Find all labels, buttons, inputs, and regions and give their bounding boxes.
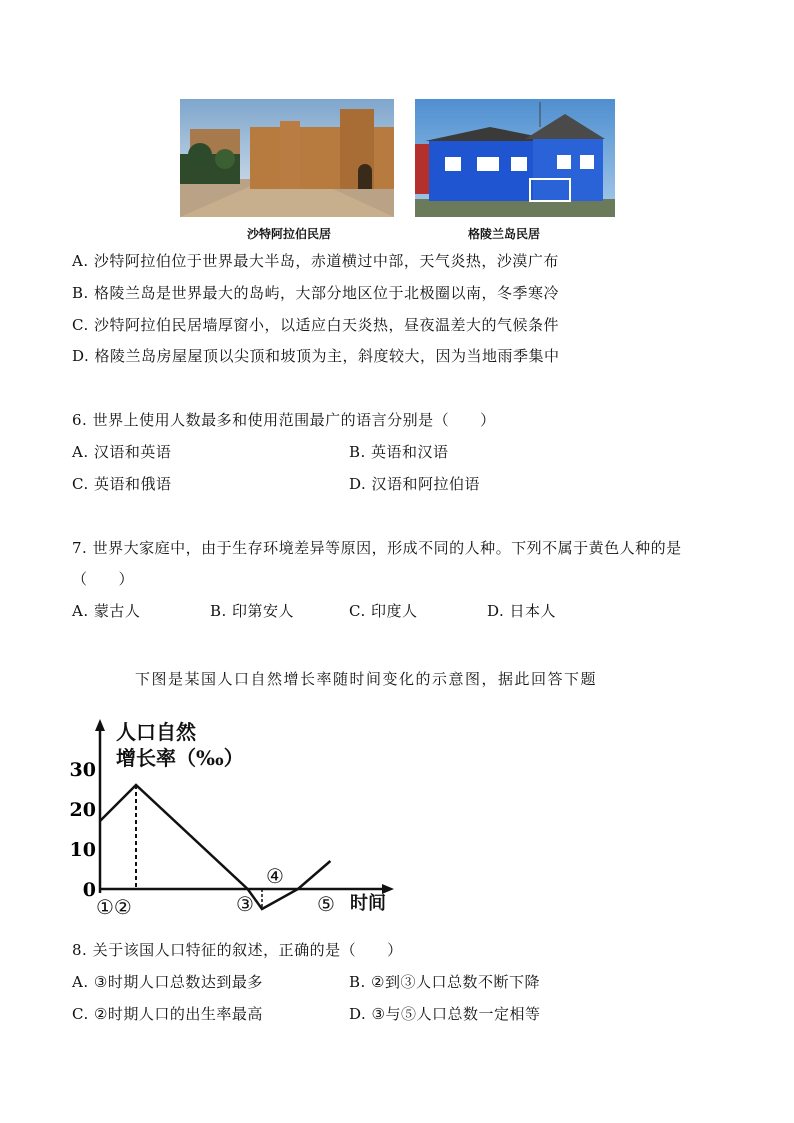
- y-axis-arrow: [95, 719, 105, 731]
- q8-stem: 8. 关于该国人口特征的叙述，正确的是（ ）: [72, 941, 403, 959]
- y-axis-label-line1: 人口自然: [116, 720, 196, 744]
- q7-option-c: C. 印度人: [349, 602, 418, 620]
- q8-option-c: C. ②时期人口的出生率最高: [72, 1005, 263, 1023]
- y-tick-label: 20: [70, 799, 96, 821]
- q7-option-b: B. 印第安人: [210, 602, 295, 620]
- q5-option-d: D. 格陵兰岛房屋屋顶以尖顶和坡顶为主，斜度较大，因为当地雨季集中: [72, 347, 560, 365]
- saudi-dwelling-photo: [180, 99, 394, 217]
- growth-rate-line: [100, 785, 330, 909]
- q7-option-a: A. 蒙古人: [72, 602, 141, 620]
- y-tick-label: 30: [70, 759, 96, 781]
- x-axis-label: 时间: [350, 893, 386, 914]
- q8-option-d: D. ③与⑤人口总数一定相等: [349, 1005, 541, 1023]
- q5-option-b: B. 格陵兰岛是世界最大的岛屿，大部分地区位于北极圈以南，冬季寒冷: [72, 284, 560, 302]
- period-label-3: ③: [236, 892, 254, 916]
- q6-option-d: D. 汉语和阿拉伯语: [349, 475, 481, 493]
- period-label-1-2: ①②: [96, 895, 132, 919]
- q5-option-c: C. 沙特阿拉伯民居墙厚窗小，以适应白天炎热，昼夜温差大的气候条件: [72, 316, 559, 334]
- q7-option-d: D. 日本人: [487, 602, 557, 620]
- q7-stem-blank: （ ）: [72, 570, 135, 588]
- q6-stem: 6. 世界上使用人数最多和使用范围最广的语言分别是（ ）: [72, 411, 496, 429]
- period-label-5: ⑤: [317, 892, 335, 916]
- chart-intro: 下图是某国人口自然增长率随时间变化的示意图，据此回答下题: [135, 670, 598, 688]
- y-axis-label-line2: 增长率（‰）: [116, 746, 244, 770]
- saudi-dwelling-caption: 沙特阿拉伯民居: [247, 227, 332, 241]
- q5-option-a: A. 沙特阿拉伯位于世界最大半岛，赤道横过中部，天气炎热，沙漠广布: [72, 252, 559, 270]
- q8-option-a: A. ③时期人口总数达到最多: [72, 973, 263, 991]
- q7-stem: 7. 世界大家庭中，由于生存环境差异等原因，形成不同的人种。下列不属于黄色人种的是: [72, 539, 682, 557]
- y-tick-label: 10: [70, 839, 96, 861]
- q6-option-c: C. 英语和俄语: [72, 475, 172, 493]
- greenland-dwelling-caption: 格陵兰岛民居: [468, 227, 541, 241]
- q6-option-a: A. 汉语和英语: [72, 443, 172, 461]
- q8-option-b: B. ②到③人口总数不断下降: [349, 973, 541, 991]
- q6-option-b: B. 英语和汉语: [349, 443, 449, 461]
- y-tick-label: 0: [82, 879, 96, 901]
- period-label-4: ④: [266, 864, 284, 888]
- growth-rate-chart: [70, 715, 410, 925]
- greenland-dwelling-photo: [415, 99, 615, 217]
